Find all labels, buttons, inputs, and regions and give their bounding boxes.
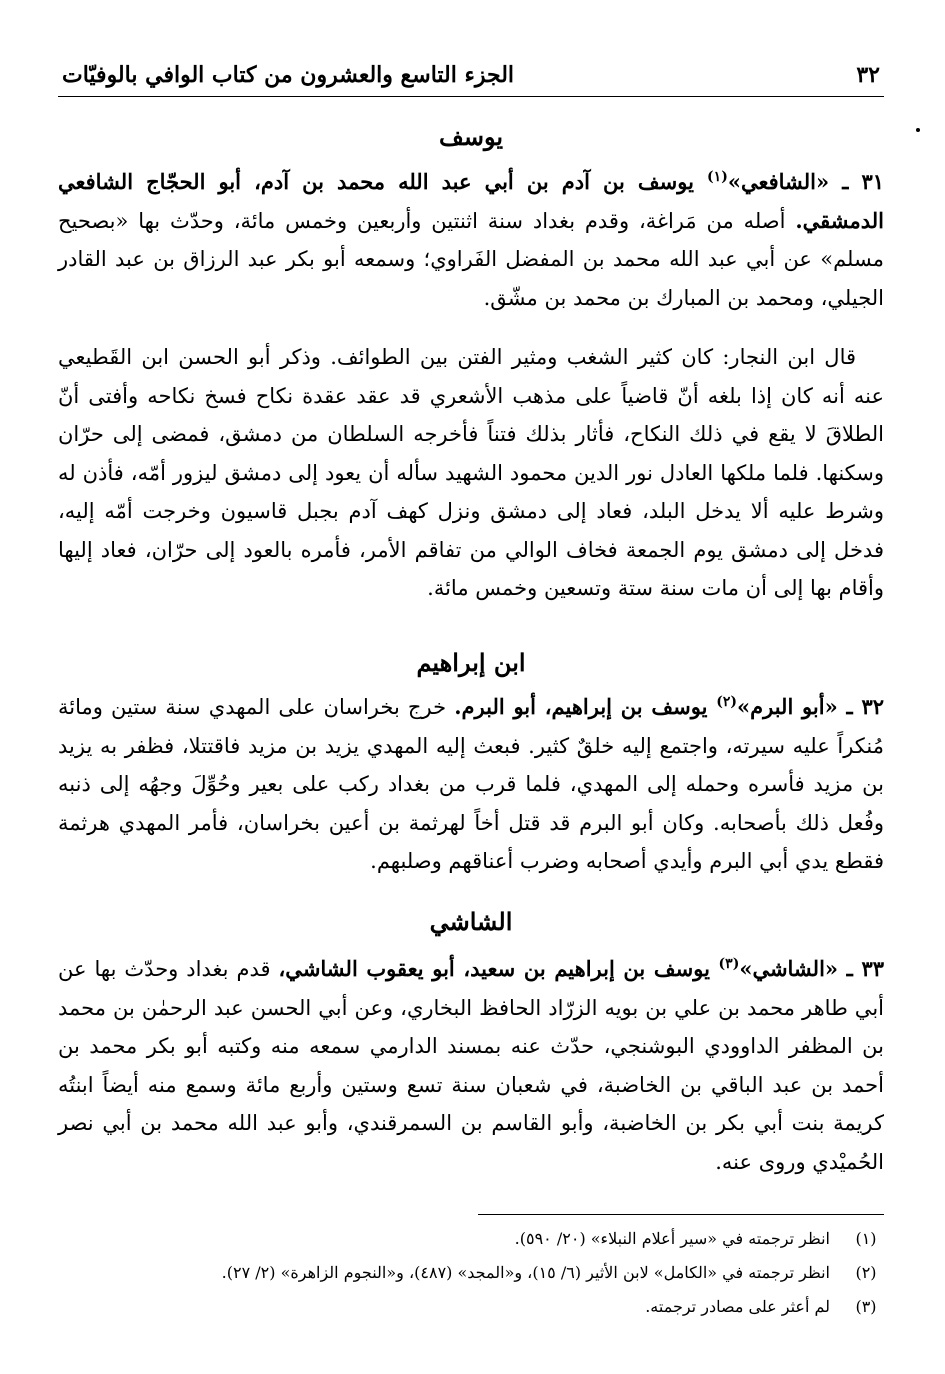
footnote-item — [58, 1256, 884, 1290]
entry-body: أصله من مَراغة، وقدم بغداد سنة اثنتين وأربعين وخمس مائة، وحدّث بها «بصحيح مسلم» عن أبي عبد الله محمد بن المفضل الفَراوي؛ وسمعه أبو بكر عبد الرزاق بن عبد القادر الجيلي، ومحمد بن المبارك بن محمد بن مشّق. — [58, 208, 884, 310]
book-title: الجزء التاسع والعشرون من كتاب الوافي بالوفيّات — [62, 62, 515, 88]
footnote-mark: (١) — [855, 1229, 877, 1248]
section-heading-al-shashi: الشاشي — [429, 907, 513, 936]
footnote-text: لم أعثر على مصادر ترجمته. — [645, 1297, 830, 1316]
running-header — [62, 55, 880, 95]
footnote-item — [58, 1290, 884, 1324]
footnote-ref[interactable]: (٣) — [718, 956, 740, 972]
entry-number: ٣٢ ـ — [837, 694, 884, 719]
section-heading-ibn-ibrahim: ابن إبراهيم — [416, 648, 526, 677]
entry-nisba: «أبو البرم» — [737, 694, 838, 719]
entry-body: قدم بغداد وحدّث بها عن أبي طاهر محمد بن علي بن بويه الزرّاد الحافظ البخاري، وعن أبي الحسن عبد الرحمٰن بن محمد بن المظفر الداوودي البوشنجي، حدّث عنه بمسند الدارمي سمعه منه وكتبه أبو بكر محمد بن أحمد بن عبد الباقي بن الخاضبة، في شعبان سنة تسع وستين وأربع مائة وسمع منه أيضاً ابنتُه كريمة بنت أبي بكر بن الخاضبة، وأبو القاسم بن السمرقندي، وأبو عبد الله محمد بن أبي نصر الحُميْدي وروى عنه. — [58, 957, 884, 1174]
entry-33 — [58, 950, 884, 1181]
footnote-mark: (٣) — [855, 1297, 877, 1316]
footnote-ref[interactable]: (٢) — [716, 694, 737, 710]
entry-full-name: يوسف بن إبراهيم بن سعيد، أبو يعقوب الشاشي، — [278, 956, 719, 981]
entry-32 — [58, 688, 884, 881]
entry-31-continued: قال ابن النجار: كان كثير الشغب ومثير الفتن بين الطوائف. وذكر أبو الحسن ابن القَطيعي عنه أنه كان إذا بلغه أنّ قاضياً على مذهب الأشعري قد عقد عقدة نكاح فسخ نكاحه وأفتى أنّ الطلاقَ لا يقع في ذلك النكاح، فأثار بذلك فتناً فأخرجه السلطان من دمشق، فمضى إلى حرّان وسكنها. فلما ملكها العادل نور الدين محمود الشهيد سأله أن يعود إلى دمشق ليزور أمّه، فأذن له وشرط عليه ألا يدخل البلد، فعاد إلى دمشق ونزل كهف آدم بجبل قاسيون وخرجت أمّه إليه، فدخل إلى دمشق يوم الجمعة فخاف الوالي من تفاقم الأمر، فأمره بالعود إلى حرّان، فعاد إليها وأقام بها إلى أن مات سنة ستة وتسعين وخمس مائة. — [58, 345, 884, 600]
footnote-text: انظر ترجمته في «الكامل» لابن الأثير (٦/ ١٥)، و«المجد» (٤٨٧)، و«النجوم الزاهرة» (٢/ ٢٧). — [221, 1263, 830, 1282]
footnote-item — [58, 1222, 884, 1256]
entry-full-name: يوسف بن إبراهيم، أبو البرم. — [454, 694, 717, 719]
page-speck — [916, 128, 920, 132]
footnote-text: انظر ترجمته في «سير أعلام النبلاء» (٢٠/ ٥٩٠). — [514, 1229, 830, 1248]
entry-nisba: «الشاشي» — [739, 956, 839, 981]
entry-nisba: «الشافعي» — [727, 169, 830, 194]
entry-body: خرج بخراسان على المهدي سنة ستين ومائة مُنكراً عليه سيرته، واجتمع إليه خلقٌ كثير. فبعث إليه المهدي يزيد بن مزيد فاقتتلا، فظفر به يزيد بن مزيد فأسره وحمله إلى المهدي، فلما قرب من بغداد ركب على بعير وحُوِّلَ وجهُه إلى ذنبه وفُعل ذلك بأصحابه. وكان أبو البرم قد قتل أخاً لهرثمة بن أعين بخراسان، فأمر المهدي هرثمة فقطع يدي أبي البرم وأيدي أصحابه وضرب أعناقهم وصلبهم. — [58, 695, 884, 873]
entry-number: ٣١ ـ — [829, 169, 884, 194]
header-rule — [58, 96, 884, 97]
entry-number: ٣٣ ـ — [838, 956, 884, 981]
footnote-mark: (٢) — [855, 1263, 877, 1282]
page-number: ٣٢ — [856, 62, 880, 88]
entry-31 — [58, 163, 884, 317]
footnotes — [58, 1222, 884, 1324]
entry-full-name: يوسف بن آدم بن أبي عبد الله محمد بن آدم، أبو الحجّاج الشافعي الدمشقي. — [58, 169, 884, 233]
footnote-ref[interactable]: (١) — [707, 169, 728, 185]
footnote-rule — [478, 1214, 884, 1215]
section-heading-yusuf: يوسف — [438, 122, 504, 151]
